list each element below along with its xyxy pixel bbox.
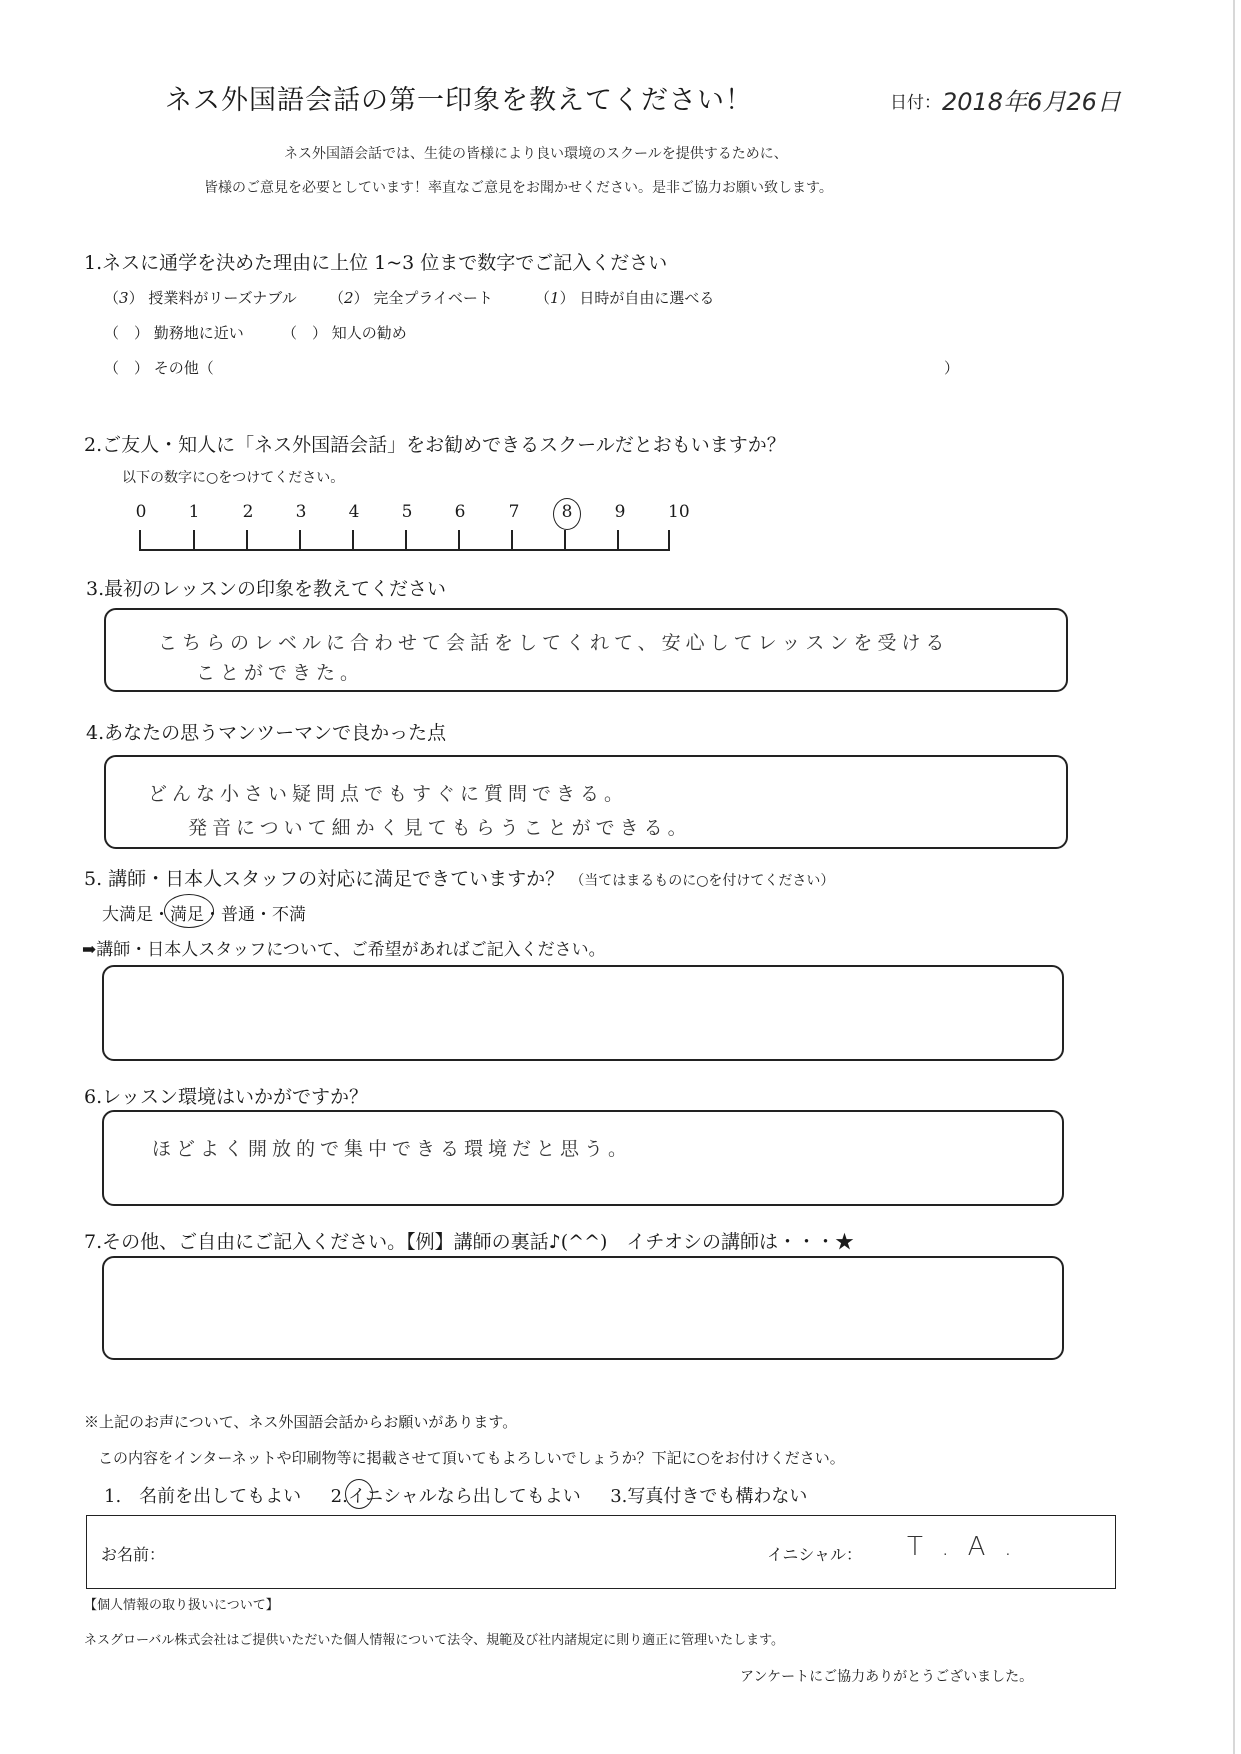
q2-instruction: 以下の数字に○をつけてください。 (122, 470, 345, 486)
name-initials-box (86, 1515, 1116, 1589)
q7-answer-box[interactable] (102, 1256, 1064, 1360)
q1-rank-2[interactable]: 2 (344, 289, 354, 307)
q4-question: 4.あなたの思うマンツーマンで良かった点 (86, 722, 447, 744)
scale-tick (139, 530, 141, 550)
scale-tick (352, 530, 354, 550)
scale-tick (458, 530, 460, 550)
scale-number-7[interactable]: 7 (508, 502, 520, 522)
consent-options (104, 1482, 807, 1508)
consent-option-name[interactable]: 1. 名前を出してもよい (104, 1486, 302, 1507)
scale-number-6[interactable]: 6 (454, 502, 466, 522)
q5-option-satisfied[interactable] (170, 900, 204, 925)
initials-label: イニシャル： (767, 1545, 863, 1564)
q6-answer: ほどよく開放的で集中できる環境だと思う。 (152, 1138, 633, 1160)
privacy-text: ネスグローバル株式会社はご提供いただいた個人情報について法令、規範及び社内諸規定に則り適正に管理いたします。 (84, 1633, 785, 1648)
scale-baseline (139, 549, 670, 551)
q5-option-very-satisfied[interactable]: 大満足 (102, 905, 153, 925)
name-label: お名前： (101, 1545, 166, 1564)
scale-number-10[interactable]: 10 (668, 502, 690, 522)
q5-question (84, 864, 834, 891)
date-value[interactable]: 2018年6月26日 (942, 88, 1121, 116)
scale-tick (564, 530, 566, 550)
q1-option-1-label: 授業料がリーズナブル (148, 289, 297, 307)
consent-request: この内容をインターネットや印刷物等に掲載させて頂いてもよろしいでしょうか？下記に○をお付けください。 (98, 1449, 845, 1467)
scale-tick (405, 530, 407, 550)
scale-tick (617, 530, 619, 550)
scale-number-9[interactable]: 9 (614, 502, 626, 522)
scale-number-1[interactable]: 1 (188, 502, 200, 522)
page-edge-shadow (1233, 0, 1235, 1754)
q1-rank-1[interactable]: 3 (119, 289, 129, 307)
intro-line-2: 皆様のご意見を必要としています！率直なご意見をお聞かせください。是非ご協力お願い致します。 (204, 180, 833, 196)
q5-followup-label: ➡講師・日本人スタッフについて、ご希望があればご記入ください。 (82, 940, 606, 960)
scale-tick (668, 530, 670, 550)
scale-tick (511, 530, 513, 550)
q1-question: 1.ネスに通学を決めた理由に上位 1~3 位まで数字でご記入ください (84, 252, 668, 274)
q6-question: 6.レッスン環境はいかがですか？ (84, 1086, 368, 1108)
q1-option-3-label: 日時が自由に選べる (579, 289, 715, 307)
q5-followup-box[interactable] (102, 965, 1064, 1061)
scale-number-4[interactable]: 4 (348, 502, 360, 522)
separator: ・ (255, 905, 272, 925)
scale-number-3[interactable]: 3 (295, 502, 307, 522)
separator: ・ (153, 905, 170, 925)
q1-option-6-label: その他（ (153, 359, 214, 377)
q1-option-5-label: 知人の勧め (331, 324, 407, 342)
q1-option-2-label: 完全プライベート (373, 289, 493, 307)
q1-option-1[interactable]: （3） 授業料がリーズナブル (104, 289, 297, 307)
q1-option-5[interactable]: （ ） 知人の勧め (282, 324, 407, 342)
q6-answer-box[interactable] (102, 1110, 1064, 1206)
q5-option-neutral[interactable]: 普通 (221, 905, 255, 925)
q1-option-4[interactable]: （ ） 勤務地に近い (104, 324, 244, 342)
consent-option-initials[interactable] (331, 1482, 581, 1508)
initials-field[interactable]: T . A . (907, 1532, 1017, 1562)
scale-number-2[interactable]: 2 (242, 502, 254, 522)
q5-options (102, 900, 306, 925)
q5-option-dissatisfied[interactable]: 不満 (272, 905, 306, 925)
q3-answer-line-2: ことができた。 (196, 662, 365, 684)
privacy-heading: 【個人情報の取り扱いについて】 (84, 1598, 279, 1613)
q1-option-3[interactable]: （1） 日時が自由に選べる (535, 289, 715, 307)
scale-number-0[interactable]: 0 (135, 502, 147, 522)
separator: ・ (204, 905, 221, 925)
consent-option-initials-label: 2.イニシャルなら出してもよい (330, 1486, 581, 1507)
page-title: ネス外国語会話の第一印象を教えてください！ (165, 85, 753, 116)
q1-rank-3[interactable]: 1 (550, 289, 560, 307)
q3-question: 3.最初のレッスンの印象を教えてください (86, 578, 446, 600)
q3-answer-box[interactable] (104, 608, 1068, 692)
q3-answer-line-1: こちらのレベルに合わせて会話をしてくれて、安心してレッスンを受ける (158, 632, 950, 654)
date-label: 日付： (890, 93, 941, 113)
q5-option-satisfied-label: 満足 (170, 905, 204, 925)
q4-answer-line-1: どんな小さい疑問点でもすぐに質問できる。 (148, 783, 629, 805)
q4-answer-box[interactable] (104, 755, 1068, 849)
q1-option-2[interactable]: （2） 完全プライベート (329, 289, 493, 307)
selected-satisfaction-circle (164, 894, 214, 928)
q1-other-close: ） (944, 359, 960, 377)
consent-option-photo[interactable]: 3.写真付きでも構わない (610, 1486, 808, 1507)
scale-number-5[interactable]: 5 (401, 502, 413, 522)
scale-tick (299, 530, 301, 550)
q1-option-6[interactable]: （ ） その他（ (104, 359, 214, 377)
q4-answer-line-2: 発音について細かく見てもらうことができる。 (188, 817, 692, 839)
selected-consent-circle (345, 1479, 373, 1509)
q7-question: 7.その他、ご自由にご記入ください。【例】講師の裏話♪(^^) イチオシの講師は・・・★ (84, 1231, 855, 1253)
q5-question-text: 5. 講師・日本人スタッフの対応に満足できていますか？ (84, 868, 565, 890)
q5-note: （当てはまるものに○を付けてください） (570, 873, 835, 889)
scale-number-8[interactable]: 8 (561, 502, 573, 522)
q1-option-4-label: 勤務地に近い (153, 324, 244, 342)
thanks-message: アンケートにご協力ありがとうございました。 (740, 1669, 1034, 1685)
selected-score-circle (553, 498, 581, 530)
consent-notice: ※上記のお声について、ネス外国語会話からお願いがあります。 (84, 1413, 518, 1431)
scale-tick (246, 530, 248, 550)
intro-line-1: ネス外国語会話では、生徒の皆様により良い環境のスクールを提供するために、 (284, 146, 788, 162)
q2-question: 2.ご友人・知人に「ネス外国語会話」をお勧めできるスクールだとおもいますか？ (84, 434, 786, 456)
scale-tick (193, 530, 195, 550)
